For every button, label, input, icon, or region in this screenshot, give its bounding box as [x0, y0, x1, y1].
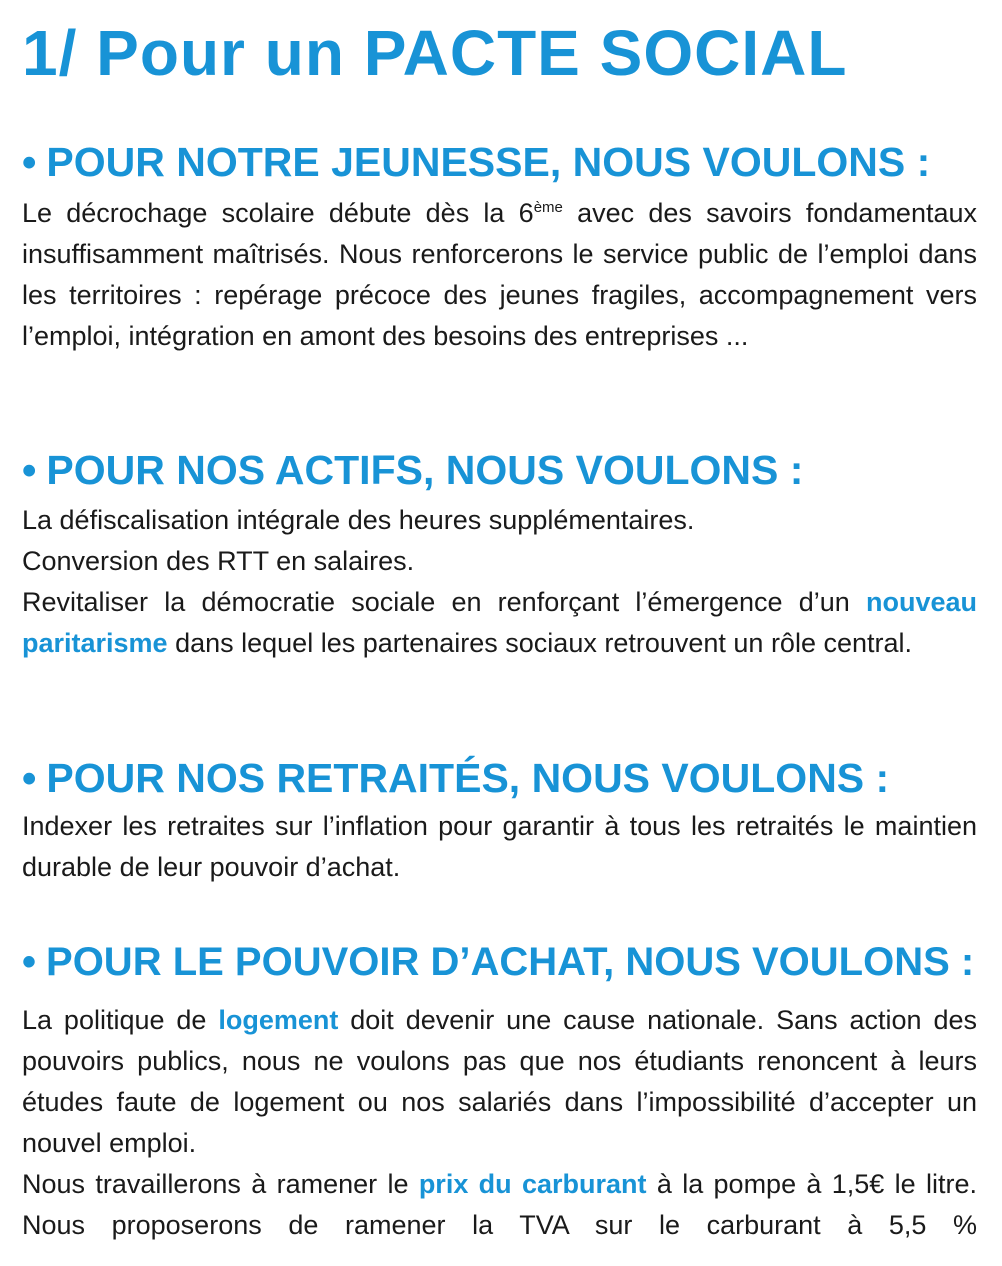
section-line-rtt: Conversion des RTT en salaires. [22, 546, 415, 576]
highlight-fuel-price: prix du carburant [418, 1169, 647, 1199]
section-line-overtime: La défiscalisation intégrale des heures supplémentaires. [22, 505, 695, 535]
section-paragraph-housing: La politique de logement doit devenir une cause nationale. Sans action des pouvoirs publics, nous ne voulons pas que nos étudiants renoncent à leurs études faute de logement ou nos salariés dans l’impossibilité d’accepter un nouvel emploi. [22, 1005, 977, 1158]
section-heading-text: POUR NOTRE JEUNESSE, NOUS VOULONS : [46, 139, 931, 185]
section-heading-text: POUR NOS ACTIFS, NOUS VOULONS : [46, 447, 804, 493]
section-heading-text: POUR LE POUVOIR D’ACHAT, NOUS VOULONS : [46, 940, 975, 984]
section-heading-youth [22, 138, 930, 186]
section-heading-actives [22, 446, 803, 494]
superscript: ème [533, 199, 563, 216]
section-paragraph-paritarism: Revitaliser la démocratie sociale en renforçant l’émergence d’un nouveau paritarisme dans lequel les partenaires sociaux retrouvent un rôle central. [22, 587, 977, 658]
bullet-icon: • [22, 940, 37, 984]
title-lead: Pour un [96, 17, 345, 89]
section-paragraph-youth: Le décrochage scolaire débute dès la 6ème avec des savoirs fondamentaux insuffisamment maîtrisés. Nous renforcerons le service public de l’emploi dans les territoires : repérage précoce des jeunes fragiles, accompagnement vers l’emploi, intégration en amont des besoins des entreprises ... [22, 198, 977, 351]
page-title [22, 10, 847, 96]
title-number: 1/ [22, 17, 78, 89]
section-heading-retirees [22, 754, 889, 802]
section-heading-purchasing-power [22, 938, 974, 986]
highlight-paritarism: nouveau paritarisme [22, 587, 977, 658]
section-paragraph-fuel: Nous travaillerons à ramener le prix du carburant à la pompe à 1,5€ le litre. Nous proposerons de ramener la TVA sur le carburant à 5,5 % [22, 1169, 977, 1240]
title-emphasis: PACTE SOCIAL [363, 17, 848, 89]
bullet-icon: • [22, 447, 37, 493]
bullet-icon: • [22, 755, 37, 801]
bullet-icon: • [22, 139, 37, 185]
highlight-housing: logement [218, 1005, 339, 1035]
section-paragraph-retirees: Indexer les retraites sur l’inflation pour garantir à tous les retraités le maintien durable de leur pouvoir d’achat. [22, 811, 977, 882]
section-heading-text: POUR NOS RETRAITÉS, NOUS VOULONS : [46, 755, 890, 801]
